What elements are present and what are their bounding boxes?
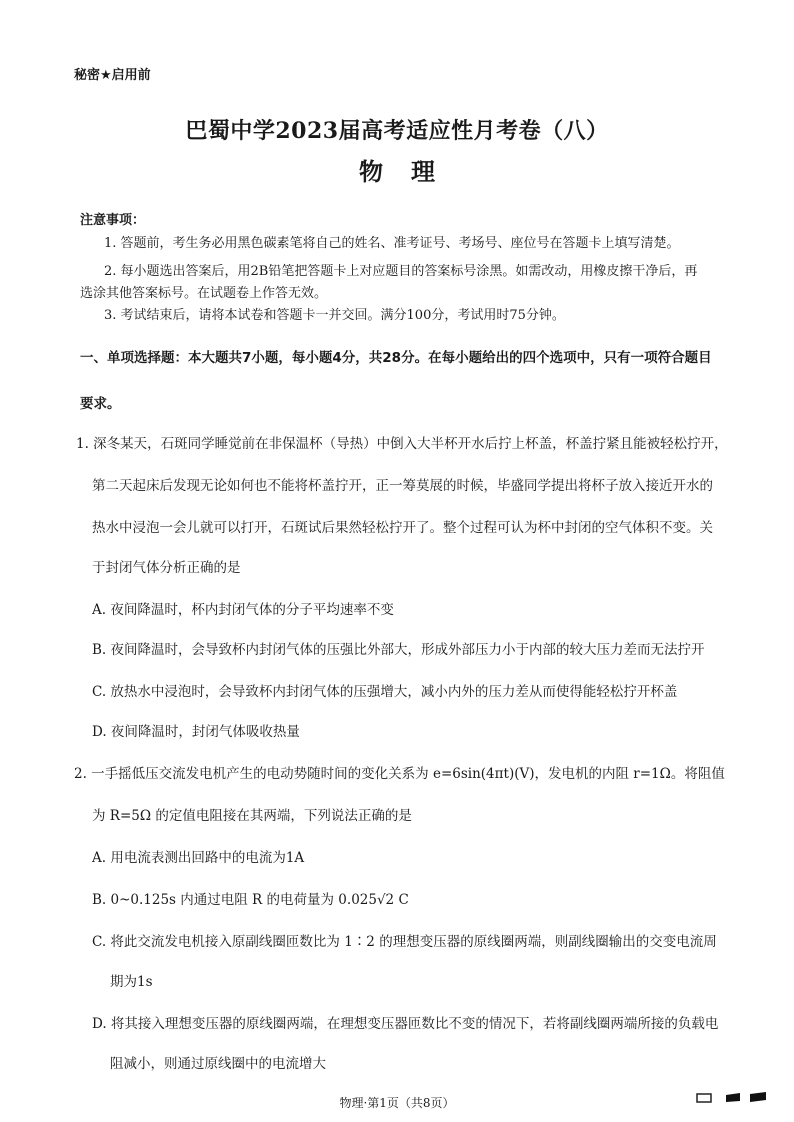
question-2-line: 2. 一手摇低压交流发电机产生的电动势随时间的变化关系为 e=6sin(4πt)(V)，发电机的内阻 r=1Ω。将阻值 (74, 766, 725, 782)
notes-heading: 注意事项： (80, 213, 146, 228)
question-1-option-d: D. 夜间降温时，封闭气体吸收热量 (92, 724, 300, 740)
section-heading: 一、单项选择题：本大题共7小题，每小题4分，共28分。在每小题给出的四个选项中，只有一项符合题目 (80, 350, 712, 366)
confidential-label: 秘密★启用前 (74, 68, 151, 83)
exam-title: 巴蜀中学2023届高考适应性月考卷（八） (185, 118, 609, 144)
question-1-option-c: C. 放热水中浸泡时，会导致杯内封闭气体的压强增大，减小内外的压力差从而使得能轻松拧开杯盖 (92, 684, 678, 700)
filled-mark-icon (750, 1092, 766, 1102)
question-1-option-a: A. 夜间降温时，杯内封闭气体的分子平均速率不变 (92, 602, 394, 618)
note-line: 选涂其他答案标号。在试题卷上作答无效。 (80, 286, 328, 301)
registration-marks (696, 1090, 768, 1104)
question-2-option-d-cont: 阻减小，则通过原线圈中的电流增大 (110, 1056, 326, 1072)
question-2-option-c: C. 将此交流发电机接入原副线圈匝数比为 1∶2 的理想变压器的原线圈两端，则副线圈输出的交变电流周 (92, 934, 717, 950)
question-2-option-b: B. 0~0.125s 内通过电阻 R 的电荷量为 0.025√2 C (92, 892, 409, 908)
page-footer: 物理·第1页（共8页） (339, 1096, 455, 1110)
question-2-option-d: D. 将其接入理想变压器的原线圈两端，在理想变压器匝数比不变的情况下，若将副线圈两端所接的负载电 (92, 1016, 719, 1032)
question-1-line: 1. 深冬某天，石斑同学睡觉前在非保温杯（导热）中倒入大半杯开水后拧上杯盖，杯盖拧紧且能被轻松拧开， (76, 436, 728, 452)
question-2-option-c-cont: 期为1s (110, 974, 153, 990)
note-line: 2. 每小题选出答案后，用2B铅笔把答题卡上对应题目的答案标号涂黑。如需改动，用橡皮擦干净后，再 (104, 264, 698, 279)
note-line: 3. 考试结束后，请将本试卷和答题卡一并交回。满分100分，考试用时75分钟。 (104, 308, 565, 323)
question-2-option-a: A. 用电流表测出回路中的电流为1A (92, 850, 305, 866)
subject-title: 物理 (359, 157, 463, 186)
outline-mark-icon (697, 1094, 711, 1102)
question-1-line: 于封闭气体分析正确的是 (92, 560, 241, 576)
question-1-line: 第二天起床后发现无论如何也不能将杯盖拧开，正一筹莫展的时候，毕盛同学提出将杯子放入接近开水的 (92, 478, 713, 494)
section-heading-cont: 要求。 (80, 396, 121, 412)
question-1-option-b: B. 夜间降温时，会导致杯内封闭气体的压强比外部大，形成外部压力小于内部的较大压力差而无法拧开 (92, 642, 705, 658)
question-2-line: 为 R=5Ω 的定值电阻接在其两端，下列说法正确的是 (92, 808, 412, 824)
note-line: 1. 答题前，考生务必用黑色碳素笔将自己的姓名、准考证号、考场号、座位号在答题卡上填写清楚。 (104, 236, 680, 251)
question-1-line: 热水中浸泡一会儿就可以打开，石斑试后果然轻松拧开了。整个过程可认为杯中封闭的空气体积不变。关 (92, 520, 713, 536)
filled-mark-icon (726, 1093, 740, 1102)
